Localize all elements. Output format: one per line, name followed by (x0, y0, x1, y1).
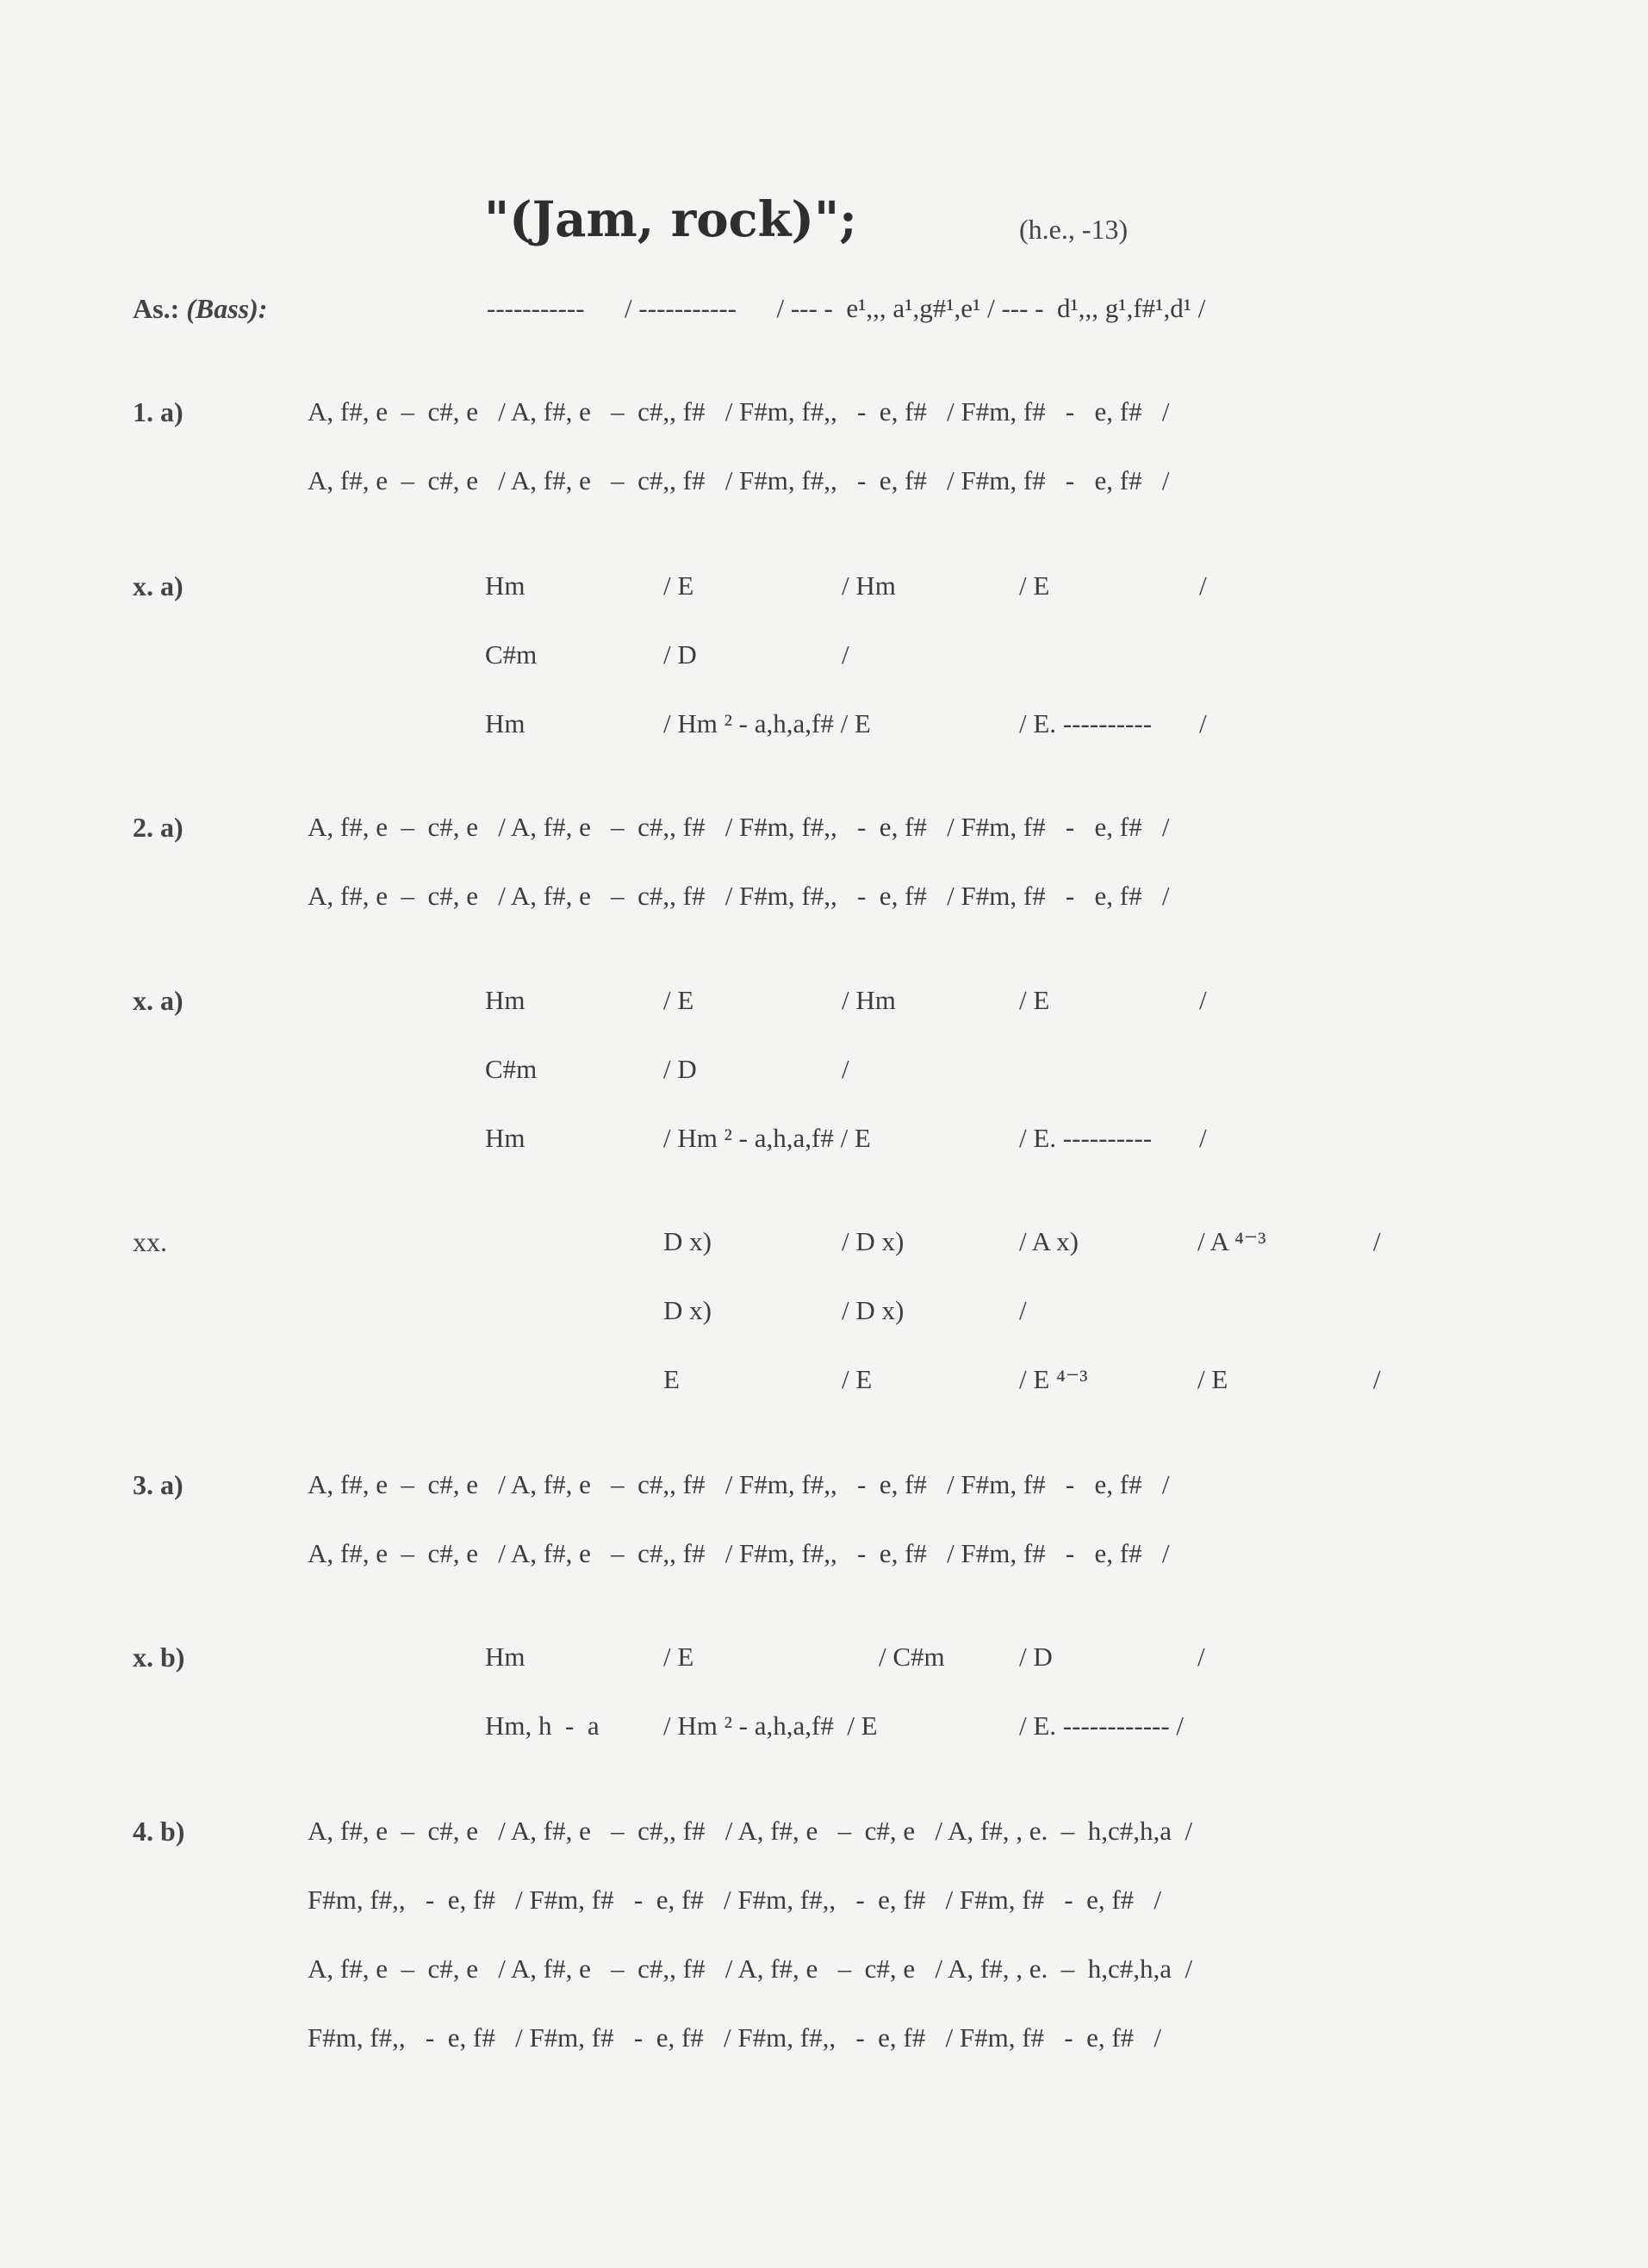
chord-cell: / (842, 639, 849, 670)
chord-cell: / Hm ² - a,h,a,f# / E (663, 1710, 878, 1741)
section-label: 3. a) (133, 1469, 183, 1500)
chord-row: A, f#, e – c#, e / A, f#, e – c#,, f# / F#m, f#,, - e, f# / F#m, f# - e, f# / (308, 1538, 1170, 1568)
bass-label-italic: (Bass): (186, 293, 268, 324)
chord-cell: / D x) (842, 1226, 905, 1256)
chord-cell: / Hm (842, 570, 896, 601)
chord-cell: / E (1197, 1364, 1228, 1394)
chord-row: A, f#, e – c#, e / A, f#, e – c#,, f# / F#m, f#,, - e, f# / F#m, f# - e, f# / (308, 881, 1170, 911)
chord-cell: D x) (663, 1295, 712, 1325)
bass-label (133, 293, 267, 325)
chord-cell: / E (663, 1642, 694, 1672)
chord-row: A, f#, e – c#, e / A, f#, e – c#,, f# / A, f#, e – c#, e / A, f#, , e. – h,c#,h,a / (308, 1953, 1193, 1984)
chord-cell: / Hm (842, 985, 896, 1015)
chord-cell: Hm (485, 708, 525, 738)
chord-cell: / A ⁴⁻³ (1197, 1226, 1266, 1256)
section-label: x. b) (133, 1642, 185, 1673)
bass-line: ----------- / ----------- / --- - e¹,,, a¹,g#¹,e¹ / --- - d¹,,, g¹,f#¹,d¹ / (487, 293, 1206, 323)
section-label: x. a) (133, 570, 183, 601)
chord-cell: / C#m (879, 1642, 945, 1672)
chord-cell: / E (842, 1364, 873, 1394)
chord-cell: / (842, 1054, 849, 1084)
section-label: 4. b) (133, 1816, 185, 1847)
chord-row: A, f#, e – c#, e / A, f#, e – c#,, f# / F#m, f#,, - e, f# / F#m, f# - e, f# / (308, 1469, 1170, 1499)
chord-cell: / E (663, 570, 694, 601)
chord-cell: E (663, 1364, 680, 1394)
chord-cell: / A x) (1019, 1226, 1079, 1256)
chord-row: A, f#, e – c#, e / A, f#, e – c#,, f# / F#m, f#,, - e, f# / F#m, f# - e, f# / (308, 812, 1170, 842)
chord-cell: D x) (663, 1226, 712, 1256)
chord-cell: Hm (485, 1123, 525, 1153)
chord-cell: / (1373, 1226, 1381, 1256)
section-label: xx. (133, 1226, 167, 1257)
chord-cell: / E (1019, 570, 1050, 601)
chord-cell: / D (663, 639, 697, 670)
section-label: x. a) (133, 985, 183, 1016)
chord-cell: / E (663, 985, 694, 1015)
chord-cell: Hm (485, 1642, 525, 1672)
chord-cell: C#m (485, 1054, 538, 1084)
chord-row: A, f#, e – c#, e / A, f#, e – c#,, f# / A, f#, e – c#, e / A, f#, , e. – h,c#,h,a / (308, 1816, 1193, 1846)
chord-cell: / (1199, 1123, 1207, 1153)
section-label: 1. a) (133, 396, 183, 427)
chord-cell: C#m (485, 639, 538, 670)
chord-row: F#m, f#,, - e, f# / F#m, f# - e, f# / F#m, f#,, - e, f# / F#m, f# - e, f# / (308, 2022, 1162, 2053)
chord-cell: Hm (485, 985, 525, 1015)
chord-cell: / (1373, 1364, 1381, 1394)
chord-cell: / E ⁴⁻³ (1019, 1364, 1088, 1394)
chord-cell: / E. ---------- (1019, 1123, 1153, 1153)
page-subtitle: (h.e., -13) (1019, 214, 1129, 245)
chord-row: A, f#, e – c#, e / A, f#, e – c#,, f# / F#m, f#,, - e, f# / F#m, f# - e, f# / (308, 465, 1170, 495)
chord-cell: / E (1019, 985, 1050, 1015)
chord-cell: / D x) (842, 1295, 905, 1325)
chord-cell: / (1199, 570, 1207, 601)
chord-cell: / Hm ² - a,h,a,f# / E (663, 1123, 871, 1153)
chord-cell: / D (1019, 1642, 1053, 1672)
chord-cell: / Hm ² - a,h,a,f# / E (663, 708, 871, 738)
chord-cell: / E. ------------ / (1019, 1710, 1185, 1741)
page-title: "(Jam, rock)"; (484, 191, 857, 248)
chord-cell: / (1197, 1642, 1205, 1672)
chord-row: F#m, f#,, - e, f# / F#m, f# - e, f# / F#m, f#,, - e, f# / F#m, f# - e, f# / (308, 1885, 1162, 1915)
chord-cell: Hm, h - a (485, 1710, 600, 1741)
chord-cell: / (1019, 1295, 1027, 1325)
chord-cell: / E. ---------- (1019, 708, 1153, 738)
chord-cell: Hm (485, 570, 525, 601)
chord-cell: / (1199, 708, 1207, 738)
chord-cell: / D (663, 1054, 697, 1084)
chord-row: A, f#, e – c#, e / A, f#, e – c#,, f# / F#m, f#,, - e, f# / F#m, f# - e, f# / (308, 396, 1170, 427)
bass-label-prefix: As.: (133, 293, 180, 324)
chord-cell: / (1199, 985, 1207, 1015)
section-label: 2. a) (133, 812, 183, 843)
